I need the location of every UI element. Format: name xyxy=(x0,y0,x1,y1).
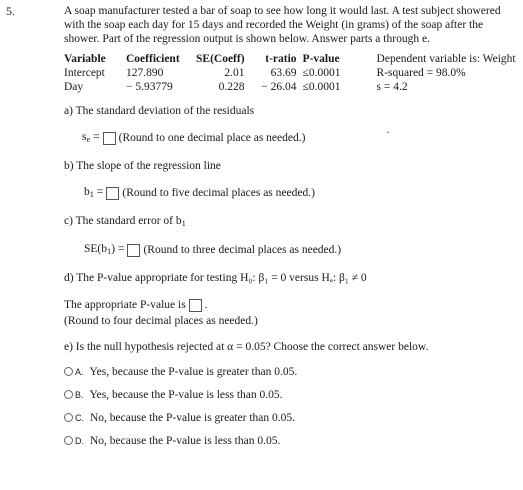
question-intro: A soap manufacturer tested a bar of soap to see how long it would last. A test subject showered with the soap each day for 15 days and recorded the Weight (in grams) of the soap after the shower. Part of the regression output is shown below. Answer parts a through e. xyxy=(64,5,501,45)
question-body xyxy=(64,4,516,448)
table-cell: 63.69 xyxy=(270,67,297,79)
choice-text: Yes, because the P-value is less than 0.05. xyxy=(89,388,283,401)
radio-button[interactable] xyxy=(64,367,73,376)
part-b-symbol: $b_1$ = xyxy=(84,186,104,199)
hypothesis-text: H₀: β₁ = 0 versus Hₐ: β₁ ≠ 0 xyxy=(240,272,367,284)
choice-text: No, because the P-value is less than 0.05. xyxy=(90,434,281,447)
part-a-symbol: $s_e$ = xyxy=(82,131,100,144)
choice-a[interactable] xyxy=(64,364,516,379)
summary-s: s = 4.2 xyxy=(376,81,408,93)
part-d-answer-label: The appropriate P-value is xyxy=(64,299,186,311)
regression-table xyxy=(64,52,516,94)
part-b-prompt: b) The slope of the regression line xyxy=(64,160,221,172)
choice-b[interactable] xyxy=(64,387,516,402)
part-c-prompt: c) The standard error of $b_1$ xyxy=(64,215,186,228)
part-b-hint: (Round to five decimal places as needed.) xyxy=(122,187,315,199)
choice-c[interactable] xyxy=(64,410,516,425)
choice-letter: D. xyxy=(75,435,84,446)
part-a-answer xyxy=(64,130,516,146)
stray-dot: · xyxy=(386,125,390,139)
table-cell: 127.890 xyxy=(126,67,164,79)
standard-error-input[interactable] xyxy=(127,244,140,257)
choice-letter: B. xyxy=(75,389,84,400)
table-header: t-ratio xyxy=(265,53,297,65)
part-e-prompt: e) Is the null hypothesis rejected at α = 0.05? Choose the correct answer below. xyxy=(64,341,429,353)
table-cell: 2.01 xyxy=(224,67,245,79)
part-c-label: $SE(b_1)$ = xyxy=(84,243,125,256)
choice-letter: C. xyxy=(75,412,84,423)
part-a-hint: (Round to one decimal place as needed.) xyxy=(118,132,306,144)
table-row xyxy=(64,80,516,94)
part-b-answer xyxy=(64,185,516,201)
table-cell: ≤0.0001 xyxy=(302,67,341,79)
table-header-row xyxy=(64,52,516,66)
table-cell: − 5.93779 xyxy=(126,81,173,93)
part-d-period: . xyxy=(204,299,208,311)
choice-text: Yes, because the P-value is greater than 0.05. xyxy=(89,365,298,378)
table-header: Coefficient xyxy=(126,53,180,65)
slope-input[interactable] xyxy=(106,187,119,200)
question-number: 5. xyxy=(6,4,15,18)
table-header: Variable xyxy=(64,53,106,65)
table-cell: − 26.04 xyxy=(261,81,297,93)
table-cell: Day xyxy=(64,81,84,93)
summary-dependent: Dependent variable is: Weight xyxy=(376,53,516,65)
part-d-prompt: d) The P-value appropriate for testing H₀: β₁ = 0 versus Hₐ: β₁ ≠ 0 xyxy=(64,272,367,284)
choice-d[interactable] xyxy=(64,433,516,448)
table-cell: 0.228 xyxy=(218,81,245,93)
part-d-hint: (Round to four decimal places as needed.) xyxy=(64,315,258,327)
choice-text: No, because the P-value is greater than 0.05. xyxy=(90,411,296,424)
table-row xyxy=(64,66,516,80)
part-d-answer xyxy=(64,298,516,312)
summary-rsquared: R-squared = 98.0% xyxy=(376,67,466,79)
choice-letter: A. xyxy=(75,366,84,377)
residual-sd-input[interactable] xyxy=(103,132,116,145)
radio-button[interactable] xyxy=(64,390,73,399)
table-cell: ≤0.0001 xyxy=(302,81,341,93)
part-c-hint: (Round to three decimal places as needed.) xyxy=(143,244,342,256)
p-value-input[interactable] xyxy=(189,299,202,312)
choice-list xyxy=(64,364,516,448)
table-cell: Intercept xyxy=(64,67,105,79)
part-c-answer xyxy=(64,242,516,258)
radio-button[interactable] xyxy=(64,436,73,445)
part-a-prompt: a) The standard deviation of the residuals xyxy=(64,105,255,117)
table-header: SE(Coeff) xyxy=(196,53,245,65)
radio-button[interactable] xyxy=(64,413,73,422)
table-header: P-value xyxy=(302,53,340,65)
